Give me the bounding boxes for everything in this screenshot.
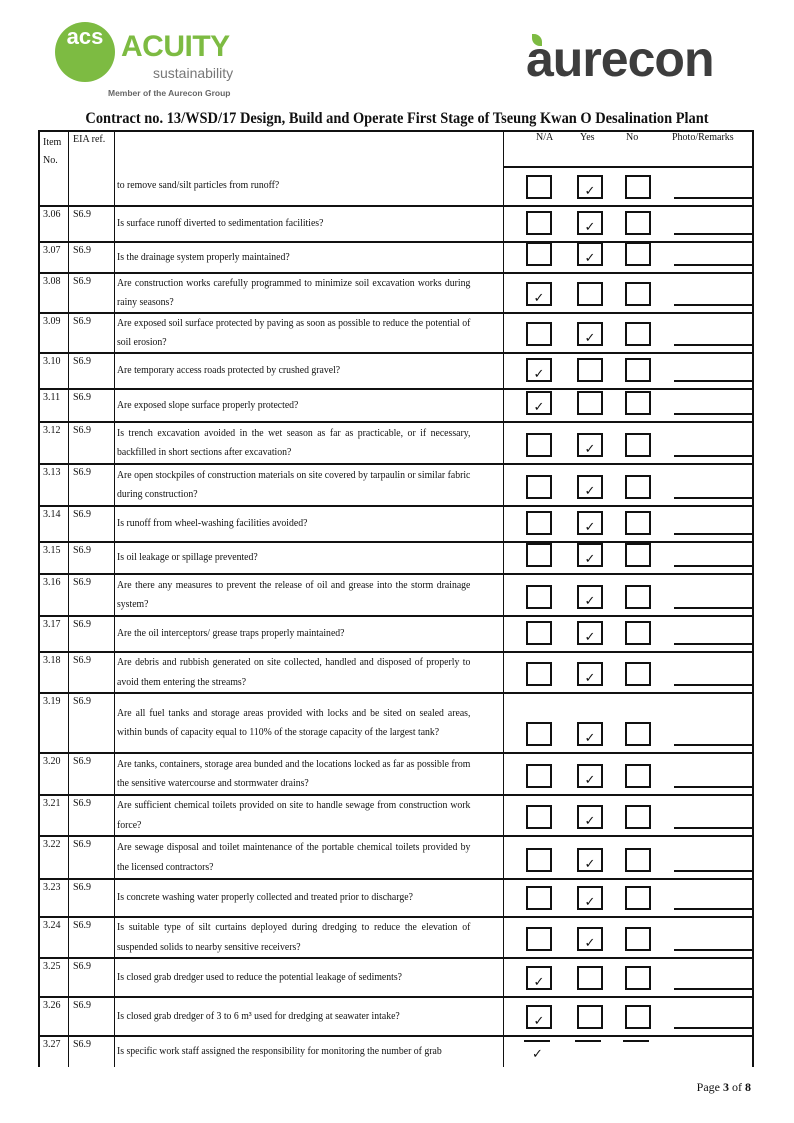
remarks-field[interactable] bbox=[674, 744, 752, 746]
question-cell bbox=[115, 314, 504, 352]
checkbox-no[interactable] bbox=[625, 282, 651, 306]
checkbox-yes[interactable] bbox=[577, 621, 603, 645]
question-text: Is closed grab dredger of 3 to 6 m³ used for dredging at seawater intake? bbox=[117, 1010, 400, 1022]
item-cell: 3.10 bbox=[40, 354, 69, 388]
eia-cell: S6.9 bbox=[70, 837, 115, 878]
acuity-logo-sub: sustainability bbox=[153, 65, 234, 81]
checkbox-na[interactable] bbox=[526, 585, 552, 609]
table-row bbox=[40, 918, 752, 959]
checkbox-na[interactable] bbox=[526, 886, 552, 910]
check-icon: ✓ bbox=[584, 330, 596, 345]
question-cell bbox=[115, 423, 504, 463]
question-text: Is concrete washing water properly collected and treated prior to discharge? bbox=[117, 892, 413, 904]
check-mark-overflow: ✓ bbox=[532, 1046, 543, 1061]
item-cell: 3.18 bbox=[40, 653, 69, 692]
check-icon: ✓ bbox=[533, 974, 545, 989]
table-row bbox=[40, 390, 752, 423]
document-title: Contract no. 13/WSD/17 Design, Build and Operate First Stage of Tseung Kwan O Desalination Plant bbox=[85, 110, 709, 127]
question-cell bbox=[115, 837, 504, 878]
checkbox-na[interactable] bbox=[526, 927, 552, 951]
checkbox-yes[interactable] bbox=[577, 511, 603, 535]
checkbox-na[interactable] bbox=[526, 764, 552, 788]
check-icon: ✓ bbox=[584, 219, 596, 234]
check-icon: ✓ bbox=[584, 183, 596, 198]
question-cell bbox=[115, 1037, 504, 1067]
table-row bbox=[40, 796, 752, 837]
check-icon: ✓ bbox=[584, 856, 596, 871]
checkbox-no[interactable] bbox=[625, 242, 651, 266]
check-icon: ✓ bbox=[584, 551, 596, 566]
checkbox-na[interactable] bbox=[526, 242, 552, 266]
header-no: No bbox=[626, 132, 639, 143]
eia-cell: S6.9 bbox=[70, 354, 115, 388]
question-text: Are debris and rubbish generated on site collected, handled and disposed of properly to avoid them entering the streams? bbox=[117, 657, 471, 688]
question-text: Is closed grab dredger used to reduce the potential leakage of sediments? bbox=[117, 971, 402, 983]
eia-cell: S6.9 bbox=[70, 998, 115, 1035]
question-cell bbox=[115, 243, 504, 272]
question-cell bbox=[115, 918, 504, 957]
question-text: Are construction works carefully programmed to minimize soil excavation works during rainy seasons? bbox=[117, 277, 471, 308]
table-row bbox=[40, 694, 752, 754]
checkbox-yes[interactable] bbox=[577, 662, 603, 686]
question-cell bbox=[115, 694, 504, 752]
item-cell: 3.21 bbox=[40, 796, 69, 835]
item-cell: 3.11 bbox=[40, 390, 69, 421]
item-cell: 3.20 bbox=[40, 754, 69, 794]
check-icon: ✓ bbox=[533, 290, 545, 305]
eia-cell: S6.9 bbox=[70, 918, 115, 957]
checkbox-no[interactable] bbox=[625, 322, 651, 346]
checkbox-na[interactable] bbox=[526, 511, 552, 535]
table-row bbox=[40, 653, 752, 694]
eia-cell: S6.9 bbox=[70, 796, 115, 835]
checkbox-na[interactable] bbox=[526, 175, 552, 199]
checkbox-yes[interactable] bbox=[577, 358, 603, 382]
item-cell: 3.13 bbox=[40, 465, 69, 505]
checkbox-yes[interactable] bbox=[577, 242, 603, 266]
remarks-field[interactable] bbox=[674, 380, 752, 382]
question-text: Is suitable type of silt curtains deployed during dredging to reduce the elevation of suspended solids to nearby sensitive receivers? bbox=[117, 922, 471, 953]
checkbox-no[interactable] bbox=[625, 886, 651, 910]
item-cell: 3.23 bbox=[40, 880, 69, 916]
eia-cell: S6.9 bbox=[70, 423, 115, 463]
check-icon: ✓ bbox=[584, 670, 596, 685]
checkbox-yes[interactable] bbox=[577, 543, 603, 567]
checkbox-no[interactable] bbox=[625, 175, 651, 199]
question-cell bbox=[115, 653, 504, 692]
remarks-field[interactable] bbox=[674, 264, 752, 266]
question-cell bbox=[115, 274, 504, 312]
table-row bbox=[40, 132, 752, 207]
checkbox-yes[interactable] bbox=[577, 211, 603, 235]
page-current: 3 bbox=[723, 1080, 729, 1094]
question-text: Is specific work staff assigned the responsibility for monitoring the number of grab bbox=[117, 1046, 442, 1058]
checkbox-na[interactable] bbox=[526, 282, 552, 306]
checkbox-yes[interactable] bbox=[577, 1005, 603, 1029]
check-icon: ✓ bbox=[584, 519, 596, 534]
checkbox-na[interactable] bbox=[526, 475, 552, 499]
remarks-field[interactable] bbox=[674, 565, 752, 567]
checkbox-yes[interactable] bbox=[577, 927, 603, 951]
checkbox-no[interactable] bbox=[625, 543, 651, 567]
remarks-field[interactable] bbox=[674, 786, 752, 788]
eia-cell: S6.9 bbox=[70, 694, 115, 752]
checkbox-no[interactable] bbox=[625, 358, 651, 382]
table-row bbox=[40, 243, 752, 274]
no-line bbox=[623, 1040, 649, 1042]
page-prefix: Page bbox=[696, 1080, 723, 1094]
table-row bbox=[40, 465, 752, 507]
check-icon: ✓ bbox=[584, 730, 596, 745]
remarks-field[interactable] bbox=[674, 684, 752, 686]
checkbox-na[interactable] bbox=[526, 433, 552, 457]
eia-cell: S6.9 bbox=[70, 880, 115, 916]
checkbox-no[interactable] bbox=[625, 848, 651, 872]
yes-line bbox=[575, 1040, 601, 1042]
check-icon: ✓ bbox=[584, 772, 596, 787]
question-cell bbox=[115, 959, 504, 996]
question-text: Are the oil interceptors/ grease traps properly maintained? bbox=[117, 628, 345, 640]
question-text: Are all fuel tanks and storage areas provided with locks and be sited on sealed areas, within bunds of capacity equal to 110% of the storage capacity of the largest tank? bbox=[117, 707, 471, 738]
remarks-field[interactable] bbox=[674, 870, 752, 872]
question-cell bbox=[115, 390, 504, 421]
checkbox-no[interactable] bbox=[625, 211, 651, 235]
eia-cell: S6.9 bbox=[70, 243, 115, 272]
remarks-field[interactable] bbox=[674, 908, 752, 910]
checkbox-no[interactable] bbox=[625, 585, 651, 609]
checkbox-na[interactable] bbox=[526, 621, 552, 645]
question-text: Is the drainage system properly maintained? bbox=[117, 251, 290, 263]
question-text: Is runoff from wheel-washing facilities avoided? bbox=[117, 518, 308, 530]
checkbox-yes[interactable] bbox=[577, 805, 603, 829]
page-number bbox=[697, 1080, 751, 1095]
check-icon: ✓ bbox=[584, 441, 596, 456]
remarks-field[interactable] bbox=[674, 949, 752, 951]
eia-cell: S6.9 bbox=[70, 465, 115, 505]
question-text: Are there any measures to prevent the release of oil and grease into the storm drainage system? bbox=[117, 579, 471, 610]
eia-cell: S6.9 bbox=[70, 390, 115, 421]
checkbox-yes[interactable] bbox=[577, 322, 603, 346]
check-icon: ✓ bbox=[584, 935, 596, 950]
checkbox-yes[interactable] bbox=[577, 848, 603, 872]
check-icon: ✓ bbox=[584, 813, 596, 828]
checkbox-no[interactable] bbox=[625, 764, 651, 788]
item-cell: 3.27 bbox=[40, 1037, 69, 1067]
table-row bbox=[40, 837, 752, 880]
question-text: Are sewage disposal and toilet maintenance of the portable chemical toilets provided by the licensed contractors? bbox=[117, 842, 471, 873]
item-cell: 3.09 bbox=[40, 314, 69, 352]
checkbox-yes[interactable] bbox=[577, 722, 603, 746]
table-row bbox=[40, 423, 752, 465]
question-text: Is trench excavation avoided in the wet season as far as practicable, or if necessary, backfilled in short sections after excavation? bbox=[117, 427, 471, 458]
check-icon: ✓ bbox=[584, 593, 596, 608]
question-cell bbox=[115, 354, 504, 388]
table-row bbox=[40, 880, 752, 918]
question-text: Are tanks, containers, storage area bunded and the locations locked as far as possible from the sensitive watercourse and stormwater drains? bbox=[117, 758, 471, 789]
page-of: of bbox=[729, 1080, 745, 1094]
checkbox-yes[interactable] bbox=[577, 475, 603, 499]
question-text: to remove sand/silt particles from runoff? bbox=[117, 179, 280, 191]
checkbox-no[interactable] bbox=[625, 722, 651, 746]
checkbox-no[interactable] bbox=[625, 1005, 651, 1029]
header-yes: Yes bbox=[580, 132, 595, 143]
table-row bbox=[40, 207, 752, 243]
header-na: N/A bbox=[536, 132, 554, 143]
question-text: Are open stockpiles of construction materials on site covered by tarpaulin or similar fabric during construction? bbox=[117, 469, 471, 500]
item-cell: 3.08 bbox=[40, 274, 69, 312]
acuity-logo bbox=[55, 22, 255, 102]
table-row bbox=[40, 314, 752, 354]
question-cell bbox=[115, 132, 504, 205]
question-cell bbox=[115, 998, 504, 1035]
check-icon: ✓ bbox=[533, 366, 545, 381]
item-cell bbox=[40, 132, 69, 205]
checkbox-no[interactable] bbox=[625, 433, 651, 457]
question-cell bbox=[115, 880, 504, 916]
question-text: Are exposed soil surface protected by paving as soon as possible to reduce the potential of soil erosion? bbox=[117, 317, 471, 348]
divider bbox=[504, 166, 752, 168]
aurecon-logo: aurecon bbox=[526, 31, 714, 87]
question-text: Are exposed slope surface properly protected? bbox=[117, 399, 299, 411]
checkbox-na[interactable] bbox=[526, 543, 552, 567]
table-row bbox=[40, 754, 752, 796]
na-line bbox=[524, 1040, 550, 1042]
checkbox-no[interactable] bbox=[625, 966, 651, 990]
checkbox-no[interactable] bbox=[625, 662, 651, 686]
question-cell bbox=[115, 207, 504, 241]
table-row bbox=[40, 274, 752, 314]
checkbox-na[interactable] bbox=[526, 662, 552, 686]
checkbox-na[interactable] bbox=[526, 722, 552, 746]
checkbox-yes[interactable] bbox=[577, 764, 603, 788]
checkbox-yes[interactable] bbox=[577, 391, 603, 415]
eia-cell: S6.9 bbox=[70, 617, 115, 651]
checkbox-yes[interactable] bbox=[577, 886, 603, 910]
question-cell bbox=[115, 796, 504, 835]
table-row bbox=[40, 543, 752, 575]
eia-cell: S6.9 bbox=[70, 575, 115, 615]
acuity-logo-word: ACUITY bbox=[121, 30, 230, 63]
item-cell: 3.15 bbox=[40, 543, 69, 573]
item-cell: 3.26 bbox=[40, 998, 69, 1035]
checkbox-na[interactable] bbox=[526, 358, 552, 382]
check-icon: ✓ bbox=[584, 894, 596, 909]
eia-cell: S6.9 bbox=[70, 314, 115, 352]
checkbox-no[interactable] bbox=[625, 927, 651, 951]
eia-cell: S6.9 bbox=[70, 274, 115, 312]
eia-cell: S6.9 bbox=[70, 207, 115, 241]
page-total: 8 bbox=[745, 1080, 751, 1094]
checkbox-na[interactable] bbox=[526, 805, 552, 829]
eia-cell: S6.9 bbox=[70, 959, 115, 996]
eia-cell: S6.9 bbox=[70, 653, 115, 692]
item-cell: 3.22 bbox=[40, 837, 69, 878]
question-text: Is surface runoff diverted to sedimentation facilities? bbox=[117, 218, 324, 230]
checkbox-na[interactable] bbox=[526, 1005, 552, 1029]
remarks-field[interactable] bbox=[674, 827, 752, 829]
question-cell bbox=[115, 575, 504, 615]
table-row bbox=[40, 998, 752, 1037]
checkbox-yes[interactable] bbox=[577, 966, 603, 990]
item-cell: 3.19 bbox=[40, 694, 69, 752]
checkbox-yes[interactable] bbox=[577, 433, 603, 457]
remarks-field[interactable] bbox=[674, 988, 752, 990]
item-cell: 3.17 bbox=[40, 617, 69, 651]
check-icon: ✓ bbox=[533, 399, 545, 414]
question-cell bbox=[115, 507, 504, 541]
table-row bbox=[40, 354, 752, 390]
eia-cell: S6.9 bbox=[70, 507, 115, 541]
acuity-logo-mark: acs bbox=[55, 22, 115, 82]
checkbox-no[interactable] bbox=[625, 805, 651, 829]
item-cell: 3.24 bbox=[40, 918, 69, 957]
question-text: Are sufficient chemical toilets provided on site to handle sewage from construction work force? bbox=[117, 800, 471, 831]
checklist-table bbox=[38, 130, 754, 1067]
check-icon: ✓ bbox=[533, 1013, 545, 1028]
eia-cell: S6.9 bbox=[70, 543, 115, 573]
item-cell: 3.25 bbox=[40, 959, 69, 996]
checkbox-no[interactable] bbox=[625, 511, 651, 535]
question-cell bbox=[115, 465, 504, 505]
remarks-field[interactable] bbox=[674, 413, 752, 415]
checkbox-na[interactable] bbox=[526, 966, 552, 990]
table-row bbox=[40, 575, 752, 617]
checkbox-na[interactable] bbox=[526, 322, 552, 346]
item-cell: 3.12 bbox=[40, 423, 69, 463]
checkbox-na[interactable] bbox=[526, 391, 552, 415]
remarks-field[interactable] bbox=[674, 344, 752, 346]
item-cell: 3.07 bbox=[40, 243, 69, 272]
header-eia: EIA ref. bbox=[73, 134, 106, 145]
checkbox-no[interactable] bbox=[625, 621, 651, 645]
eia-cell bbox=[70, 132, 115, 205]
remarks-field[interactable] bbox=[674, 197, 752, 199]
question-cell bbox=[115, 754, 504, 794]
item-cell: 3.14 bbox=[40, 507, 69, 541]
eia-cell: S6.9 bbox=[70, 1037, 115, 1067]
checkbox-no[interactable] bbox=[625, 391, 651, 415]
checkbox-yes[interactable] bbox=[577, 175, 603, 199]
item-cell: 3.06 bbox=[40, 207, 69, 241]
acuity-member-text: Member of the Aurecon Group bbox=[108, 88, 231, 98]
item-cell: 3.16 bbox=[40, 575, 69, 615]
checkbox-yes[interactable] bbox=[577, 282, 603, 306]
question-text: Is oil leakage or spillage prevented? bbox=[117, 552, 258, 564]
check-icon: ✓ bbox=[584, 250, 596, 265]
question-cell bbox=[115, 617, 504, 651]
remarks-field[interactable] bbox=[674, 497, 752, 499]
check-icon: ✓ bbox=[584, 483, 596, 498]
remarks-field[interactable] bbox=[674, 304, 752, 306]
checkbox-na[interactable] bbox=[526, 211, 552, 235]
question-text: Are temporary access roads protected by crushed gravel? bbox=[117, 365, 341, 377]
header-remarks: Photo/Remarks bbox=[672, 132, 734, 143]
remarks-field[interactable] bbox=[674, 1027, 752, 1029]
table-row bbox=[40, 959, 752, 998]
remarks-field[interactable] bbox=[674, 455, 752, 457]
checkbox-na[interactable] bbox=[526, 848, 552, 872]
header-item: Item No. bbox=[43, 137, 62, 166]
checkbox-yes[interactable] bbox=[577, 585, 603, 609]
remarks-field[interactable] bbox=[674, 233, 752, 235]
remarks-field[interactable] bbox=[674, 607, 752, 609]
question-cell bbox=[115, 543, 504, 573]
eia-cell: S6.9 bbox=[70, 754, 115, 794]
check-icon: ✓ bbox=[584, 629, 596, 644]
remarks-field[interactable] bbox=[674, 643, 752, 645]
table-row bbox=[40, 507, 752, 543]
table-row bbox=[40, 617, 752, 653]
remarks-field[interactable] bbox=[674, 533, 752, 535]
checkbox-no[interactable] bbox=[625, 475, 651, 499]
